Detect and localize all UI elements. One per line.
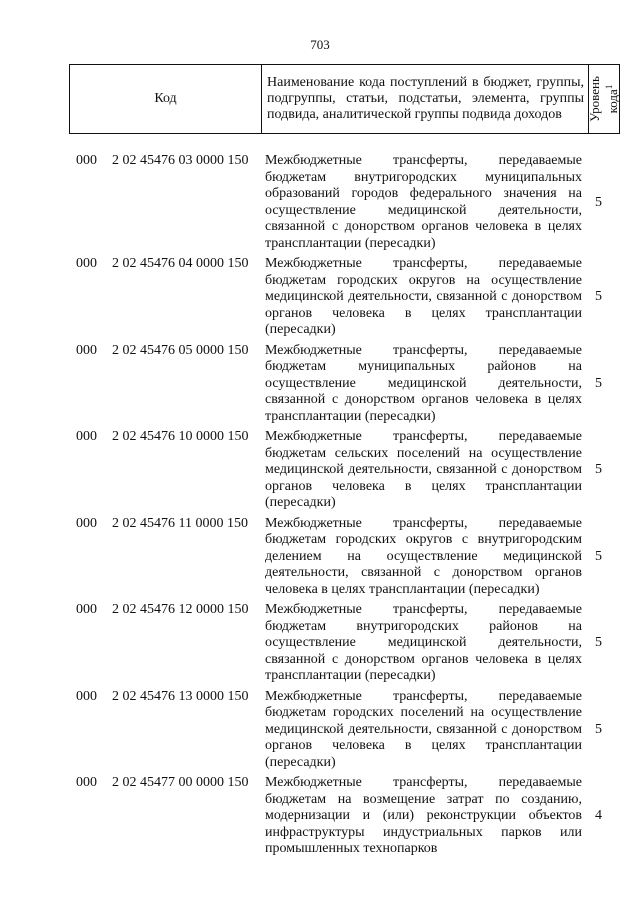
header-level-footnote: 1 (603, 84, 614, 90)
row-admin-code: 000 (76, 688, 97, 704)
row-level: 5 (595, 721, 602, 737)
table-header (69, 64, 620, 134)
table-body (0, 153, 640, 862)
row-income-code: 2 02 45476 05 0000 150 (112, 342, 249, 358)
row-level: 5 (595, 375, 602, 391)
row-name: Межбюджетные трансферты, передаваемые бюджетам городских округов на осуществление медицинской деятельности, связанной с донорством органов человека в целях трансплантации (пересадки) (265, 256, 582, 337)
row-income-code: 2 02 45476 11 0000 150 (112, 515, 248, 531)
row-name: Межбюджетные трансферты, передаваемые бюджетам на возмещение затрат по созданию, модернизации и (или) реконструкции объектов инфраструктуры индустриальных парков или промышленных технопарков (265, 775, 582, 856)
row-level: 4 (595, 808, 602, 824)
row-income-code: 2 02 45476 04 0000 150 (112, 256, 249, 271)
row-name: Межбюджетные трансферты, передаваемые бюджетам внутригородских муниципальных образований городов федерального значения на осуществление медицинской деятельности, связанной с донорством органов человека в целях трансплантации (пересадки) (265, 153, 582, 251)
row-level: 5 (595, 462, 602, 478)
row-income-code: 2 02 45477 00 0000 150 (112, 775, 249, 790)
row-name: Межбюджетные трансферты, передаваемые бюджетам сельских поселений на осуществление медицинской деятельности, связанной с донорством органов человека в целях трансплантации (пересадки) (265, 429, 582, 510)
row-admin-code: 000 (76, 153, 97, 168)
table-row (0, 256, 640, 339)
table-row (0, 689, 640, 772)
row-name: Межбюджетные трансферты, передаваемые бюджетам городских округов с внутригородским делением на осуществление медицинской деятельности, связанной с донорством органов человека в целях трансплантации (пересадки) (265, 515, 582, 597)
table-row (0, 602, 640, 685)
row-level: 5 (595, 548, 602, 564)
row-income-code: 2 02 45476 13 0000 150 (112, 688, 249, 704)
page-number: 703 (310, 37, 330, 52)
row-income-code: 2 02 45476 03 0000 150 (112, 153, 249, 168)
table-row (0, 775, 640, 858)
header-level-text (588, 76, 620, 122)
table-row (0, 429, 640, 512)
row-income-code: 2 02 45476 10 0000 150 (112, 429, 249, 444)
table-row (0, 516, 640, 599)
row-admin-code: 000 (76, 342, 97, 358)
row-admin-code: 000 (76, 256, 97, 271)
row-admin-code: 000 (76, 515, 97, 531)
row-level: 5 (595, 635, 602, 651)
row-income-code: 2 02 45476 12 0000 150 (112, 602, 249, 617)
table-row (0, 343, 640, 426)
header-name: Наименование кода поступлений в бюджет, группы, подгруппы, статьи, подстатьи, элемента, группы подвида, аналитической группы подвида доходов (262, 65, 589, 134)
row-level: 5 (595, 289, 602, 305)
row-name: Межбюджетные трансферты, передаваемые бюджетам городских поселений на осуществление медицинской деятельности, связанной с донорством органов человека в целях трансплантации (пересадки) (265, 688, 582, 770)
row-name: Межбюджетные трансферты, передаваемые бюджетам внутригородских районов на осуществление медицинской деятельности, связанной с донорством органов человека в целях трансплантации (пересадки) (265, 602, 582, 683)
header-code: Код (70, 65, 262, 134)
row-admin-code: 000 (76, 602, 97, 617)
row-level: 5 (595, 194, 602, 210)
row-admin-code: 000 (76, 429, 97, 444)
row-admin-code: 000 (76, 775, 97, 790)
table-row (0, 153, 640, 252)
header-level-line1: Уровень (586, 76, 602, 122)
header-level-line2: кода (605, 89, 621, 114)
header-level (586, 65, 621, 134)
row-name: Межбюджетные трансферты, передаваемые бюджетам муниципальных районов на осуществление медицинской деятельности, связанной с донорством органов человека в целях трансплантации (пересадки) (265, 342, 582, 424)
